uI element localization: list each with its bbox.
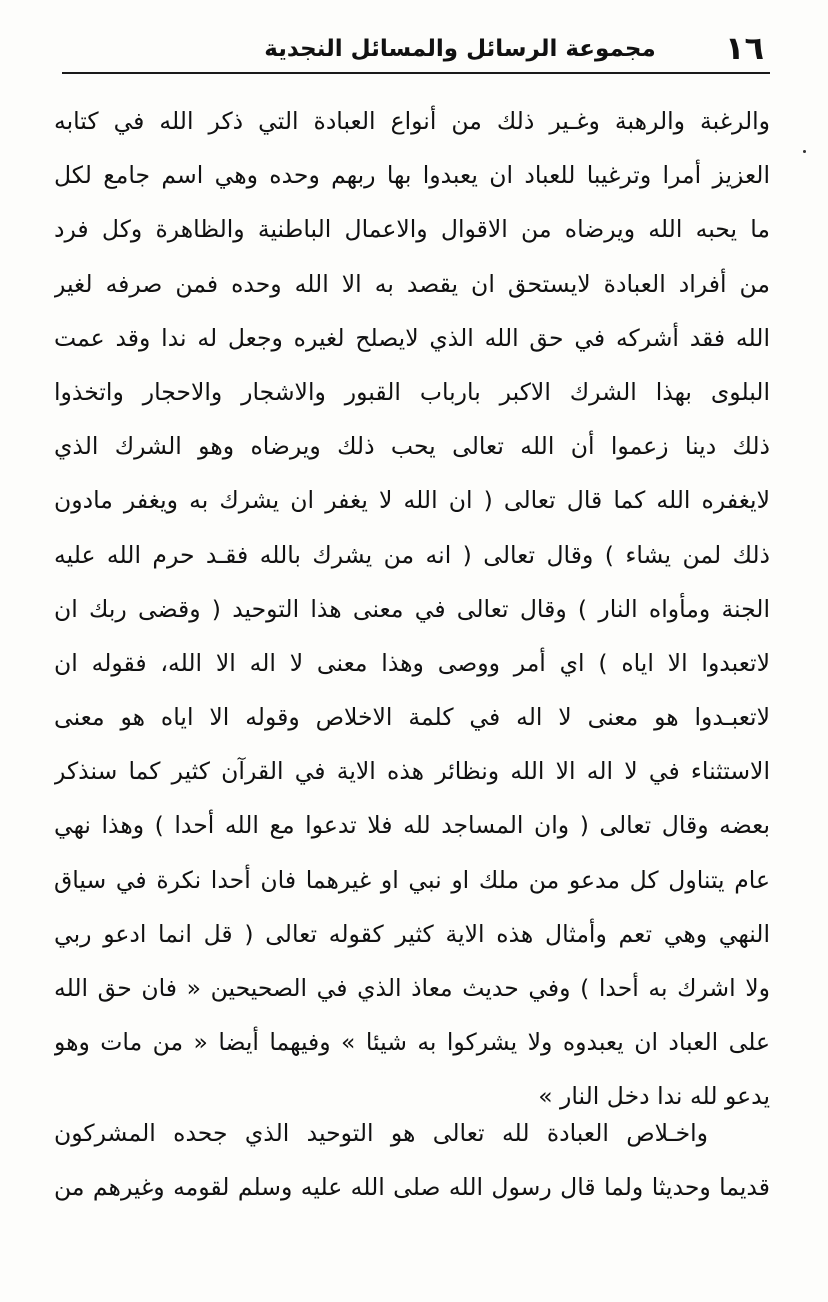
text-line: عام يتناول كل مدعو من ملك او نبي او غيرهما فان أحدا نكرة في سياق [54,865,770,894]
ink-speck [803,150,806,153]
text-line: لاتعبـدوا هو معنى لا اله في كلمة الاخلاص وقوله الا اياه هو معنى [54,703,770,732]
running-title: مجموعة الرسائل والمسائل النجدية [264,36,656,62]
text-line: لايغفره الله كما قال تعالى ( ان الله لا يغفر ان يشرك به ويغفر مادون [54,486,770,515]
page-number: ١٦ [724,29,764,67]
text-line: والرغبة والرهبة وغـير ذلك من أنواع العبادة التي ذكر الله في كتابه [54,107,770,135]
text-line: قديما وحديثا ولما قال رسول الله صلى الله عليه وسلم لقومه وغيرهم من [54,1173,770,1202]
text-line: النهي وهي تعم وأمثال هذه الاية كثير كقوله تعالى ( قل انما ادعو ربي [54,919,770,948]
text-line: ذلك دينا زعموا أن الله تعالى يحب ذلك ويرضاه وهو الشرك الذي [54,432,770,461]
page-header [60,22,770,74]
text-line: العزيز أمرا وترغيبا للعباد ان يعبدوا بها ربهم وحده وهي اسم جامع لكل [54,161,770,190]
text-line: واخـلاص العبادة لله تعالى هو التوحيد الذي جحده المشركون [54,1119,708,1147]
paragraph-2 [54,1106,770,1214]
text-line: الجنة ومأواه النار ) وقال تعالى في معنى هذا التوحيد ( وقضى ربك ان [54,594,770,623]
text-line: لاتعبدوا الا اياه ) اي أمر ووصى وهذا معنى لا اله الا الله، فقوله ان [54,648,770,677]
text-line: يدعو لله ندا دخل النار » [538,1082,770,1111]
text-line: البلوى بهذا الشرك الاكبر بارباب القبور والاشجار والاحجار واتخذوا [54,377,770,406]
text-line: ذلك لمن يشاء ) وقال تعالى ( انه من يشرك بالله فقـد حرم الله عليه [54,540,770,569]
text-line: ولا اشرك به أحدا ) وفي حديث معاذ الذي في الصحيحين « فان حق الله [54,974,770,1002]
text-line: الاستثناء في لا اله الا الله ونظائر هذه الاية في القرآن كثير كما سنذكر [54,757,770,786]
paragraph-1 [54,94,770,1124]
text-line: على العباد ان يعبدوه ولا يشركوا به شيئا » وفيهما أيضا « من مات وهو [54,1028,770,1057]
header-rule [62,72,770,74]
text-line: الله فقد أشركه في حق الله الذي لايصلح لغيره وجعل له ندا وقد عمت [54,323,770,352]
text-line: ما يحبه الله ويرضاه من الاقوال والاعمال الباطنية والظاهرة وكل فرد [54,215,770,244]
text-line: من أفراد العبادة لايستحق ان يقصد به الا الله وحده فمن صرفه لغير [54,269,770,298]
text-line: بعضه وقال تعالى ( وان المساجد لله فلا تدعوا مع الله أحدا ) وهذا نهي [54,811,770,840]
